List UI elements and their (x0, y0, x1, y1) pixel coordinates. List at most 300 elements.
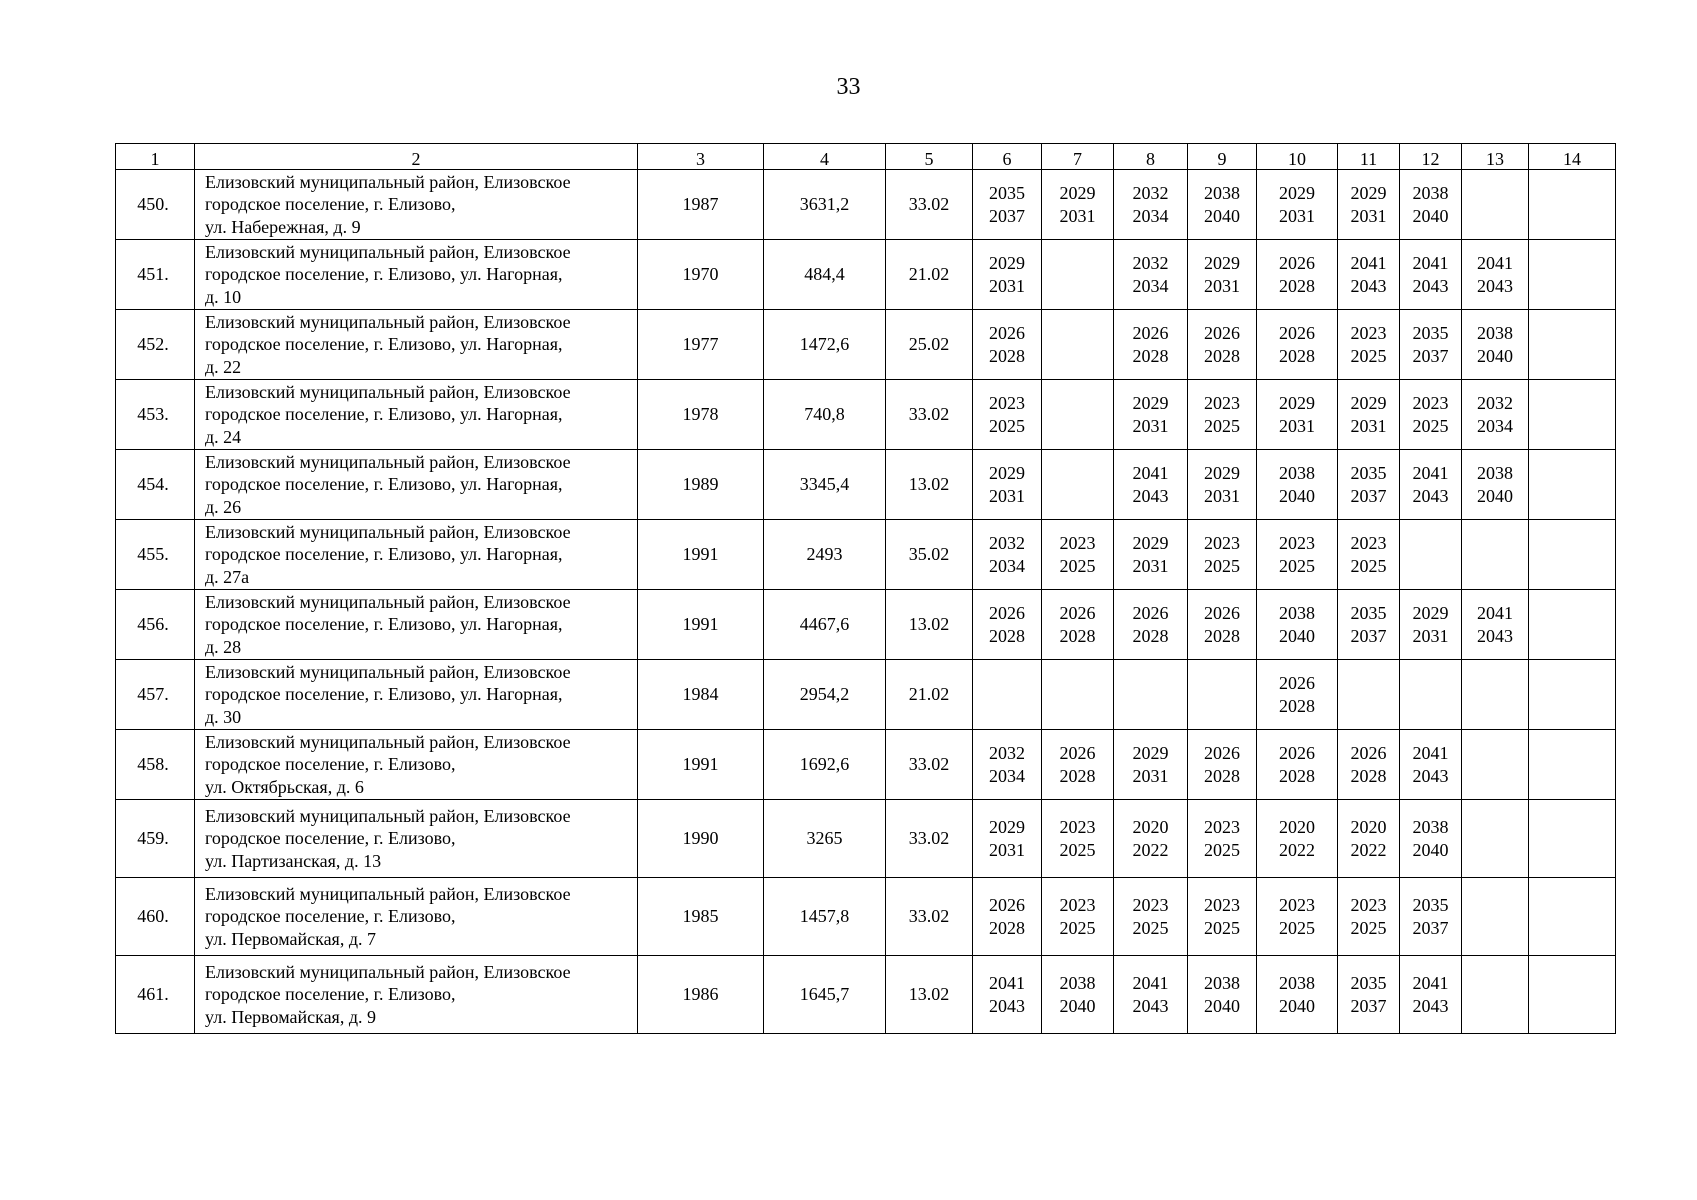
code-cell: 13.02 (886, 450, 973, 520)
area-cell: 1457,8 (764, 878, 886, 956)
period-cell (973, 956, 1042, 1034)
period-year: 2028 (1204, 345, 1240, 366)
period-cell (1400, 800, 1462, 878)
column-number-cell: 7 (1042, 144, 1114, 170)
period-year: 2026 (1204, 743, 1240, 763)
period-cell (1529, 240, 1616, 310)
year-cell: 1978 (638, 380, 764, 450)
period-cell (1529, 956, 1616, 1034)
period-cell (1400, 380, 1462, 450)
period-year: 2028 (1279, 695, 1315, 716)
address-cell (195, 956, 638, 1034)
column-number-cell: 2 (195, 144, 638, 170)
address-line: Елизовский муниципальный район, Елизовское (205, 381, 571, 402)
row-number-cell: 453. (116, 380, 195, 450)
address-line: ул. Партизанская, д. 13 (205, 850, 382, 871)
period-cell (1462, 520, 1529, 590)
period-year: 2031 (1132, 555, 1169, 576)
period-year: 2031 (1279, 205, 1315, 226)
period-year: 2022 (1350, 839, 1387, 860)
period-cell (1462, 450, 1529, 520)
period-cell (1257, 878, 1338, 956)
period-year: 2026 (1132, 323, 1169, 343)
code-cell: 13.02 (886, 590, 973, 660)
period-year: 2023 (1350, 323, 1387, 343)
period-year: 2028 (1059, 765, 1096, 786)
address-line: Елизовский муниципальный район, Елизовское (205, 171, 571, 192)
area-cell: 1692,6 (764, 730, 886, 800)
column-number-cell: 9 (1188, 144, 1257, 170)
table-row (116, 878, 1616, 956)
year-cell: 1991 (638, 590, 764, 660)
period-year: 2041 (1132, 463, 1169, 483)
period-cell (1114, 380, 1188, 450)
period-cell (973, 450, 1042, 520)
table-row (116, 956, 1616, 1034)
period-cell (1338, 800, 1400, 878)
address-line: Елизовский муниципальный район, Елизовское (205, 241, 571, 262)
column-number-cell: 10 (1257, 144, 1338, 170)
period-cell (1462, 660, 1529, 730)
period-year: 2035 (1350, 973, 1387, 993)
period-year: 2031 (1412, 625, 1449, 646)
row-number-cell: 461. (116, 956, 195, 1034)
year-cell: 1977 (638, 310, 764, 380)
period-year: 2025 (989, 415, 1025, 436)
period-year: 2029 (989, 463, 1025, 483)
address-line: д. 24 (205, 426, 242, 447)
period-cell (1188, 878, 1257, 956)
period-cell (1400, 450, 1462, 520)
column-number-cell: 1 (116, 144, 195, 170)
period-year: 2043 (1477, 625, 1513, 646)
period-cell (1188, 730, 1257, 800)
period-cell (1042, 170, 1114, 240)
address-line: ул. Первомайская, д. 7 (205, 928, 376, 949)
row-number-cell: 458. (116, 730, 195, 800)
table-row (116, 170, 1616, 240)
address-line: городское поселение, г. Елизово, ул. Нагорная, (205, 474, 563, 495)
code-cell: 33.02 (886, 800, 973, 878)
address-line: городское поселение, г. Елизово, ул. Нагорная, (205, 334, 563, 355)
period-year: 2023 (1412, 393, 1449, 413)
period-cell (1529, 450, 1616, 520)
period-year: 2029 (1204, 463, 1240, 483)
period-year: 2038 (1279, 603, 1315, 623)
column-number-cell: 11 (1338, 144, 1400, 170)
code-cell: 33.02 (886, 170, 973, 240)
period-cell (1114, 590, 1188, 660)
period-year: 2026 (1204, 323, 1240, 343)
period-cell (973, 380, 1042, 450)
period-year: 2022 (1279, 839, 1315, 860)
period-year: 2031 (1204, 275, 1240, 296)
period-cell (1257, 660, 1338, 730)
period-year: 2038 (1059, 973, 1096, 993)
period-cell (1400, 520, 1462, 590)
area-cell: 4467,6 (764, 590, 886, 660)
period-cell (973, 170, 1042, 240)
period-cell (1462, 730, 1529, 800)
period-year: 2035 (1350, 463, 1387, 483)
period-cell (1042, 730, 1114, 800)
period-year: 2029 (1132, 533, 1169, 553)
period-cell (1257, 310, 1338, 380)
period-cell (1400, 660, 1462, 730)
period-year: 2037 (1350, 485, 1387, 506)
address-line: д. 26 (205, 496, 242, 517)
period-year: 2043 (1412, 995, 1449, 1016)
period-cell (1400, 310, 1462, 380)
period-year: 2023 (1350, 533, 1387, 553)
period-cell (1257, 520, 1338, 590)
period-cell (1257, 380, 1338, 450)
period-year: 2032 (989, 533, 1025, 553)
area-cell: 2493 (764, 520, 886, 590)
period-year: 2043 (1412, 765, 1449, 786)
code-cell: 33.02 (886, 878, 973, 956)
period-cell (1188, 800, 1257, 878)
period-year: 2038 (1204, 183, 1240, 203)
period-cell (1042, 520, 1114, 590)
period-cell (1042, 590, 1114, 660)
period-year: 2029 (1412, 603, 1449, 623)
address-line: д. 22 (205, 356, 242, 377)
period-year: 2020 (1279, 817, 1315, 837)
period-year: 2038 (1477, 463, 1513, 483)
period-year: 2028 (1204, 625, 1240, 646)
period-year: 2038 (1477, 323, 1513, 343)
period-year: 2038 (1412, 817, 1449, 837)
period-year: 2043 (1477, 275, 1513, 296)
address-line: ул. Первомайская, д. 9 (205, 1006, 376, 1027)
period-year: 2025 (1059, 917, 1096, 938)
period-cell (1400, 170, 1462, 240)
period-year: 2041 (1412, 253, 1449, 273)
period-cell (973, 730, 1042, 800)
period-year: 2035 (1412, 323, 1449, 343)
period-cell (1529, 800, 1616, 878)
period-cell (1529, 878, 1616, 956)
period-cell (1042, 660, 1114, 730)
table-body (116, 144, 1616, 1034)
year-cell: 1989 (638, 450, 764, 520)
period-year: 2032 (1132, 253, 1169, 273)
period-cell (1338, 730, 1400, 800)
code-cell: 21.02 (886, 660, 973, 730)
period-year: 2035 (1350, 603, 1387, 623)
period-year: 2037 (989, 205, 1025, 226)
code-cell: 33.02 (886, 380, 973, 450)
period-cell (1338, 660, 1400, 730)
period-cell (973, 878, 1042, 956)
period-cell (1188, 450, 1257, 520)
period-cell (1338, 170, 1400, 240)
address-line: городское поселение, г. Елизово, ул. Нагорная, (205, 264, 563, 285)
period-year: 2023 (1279, 895, 1315, 915)
period-cell (1462, 170, 1529, 240)
period-cell (1114, 660, 1188, 730)
period-year: 2032 (1477, 393, 1513, 413)
address-cell (195, 878, 638, 956)
column-number-cell: 12 (1400, 144, 1462, 170)
column-number-cell: 13 (1462, 144, 1529, 170)
period-cell (1462, 878, 1529, 956)
period-cell (1257, 730, 1338, 800)
period-year: 2031 (1350, 205, 1387, 226)
period-cell (1462, 956, 1529, 1034)
code-cell: 25.02 (886, 310, 973, 380)
period-year: 2029 (1204, 253, 1240, 273)
table-row (116, 450, 1616, 520)
period-year: 2034 (1132, 275, 1169, 296)
table-row (116, 730, 1616, 800)
column-number-cell: 3 (638, 144, 764, 170)
period-cell (1462, 590, 1529, 660)
period-year: 2029 (989, 817, 1025, 837)
period-year: 2037 (1350, 995, 1387, 1016)
period-cell (1042, 878, 1114, 956)
period-year: 2038 (1412, 183, 1449, 203)
address-line: Елизовский муниципальный район, Елизовское (205, 661, 571, 682)
period-cell (1114, 170, 1188, 240)
period-cell (1257, 240, 1338, 310)
period-year: 2031 (1350, 415, 1387, 436)
period-year: 2041 (1477, 603, 1513, 623)
period-year: 2040 (1059, 995, 1096, 1016)
period-cell (1188, 240, 1257, 310)
address-line: городское поселение, г. Елизово, (205, 906, 456, 927)
code-cell: 13.02 (886, 956, 973, 1034)
period-year: 2028 (1279, 275, 1315, 296)
period-cell (1257, 800, 1338, 878)
address-cell (195, 730, 638, 800)
period-year: 2023 (989, 393, 1025, 413)
period-year: 2023 (1279, 533, 1315, 553)
period-cell (1529, 520, 1616, 590)
period-year: 2031 (989, 485, 1025, 506)
address-line: д. 28 (205, 636, 242, 657)
period-year: 2031 (1132, 765, 1169, 786)
row-number-cell: 455. (116, 520, 195, 590)
period-cell (973, 800, 1042, 878)
period-year: 2041 (1412, 973, 1449, 993)
period-year: 2038 (1279, 973, 1315, 993)
year-cell: 1987 (638, 170, 764, 240)
period-year: 2026 (1059, 603, 1096, 623)
table-row (116, 240, 1616, 310)
period-year: 2023 (1059, 533, 1096, 553)
address-line: д. 27а (205, 566, 250, 587)
period-year: 2023 (1204, 393, 1240, 413)
period-cell (1188, 310, 1257, 380)
address-line: городское поселение, г. Елизово, ул. Нагорная, (205, 404, 563, 425)
address-line: д. 10 (205, 286, 242, 307)
period-year: 2028 (989, 345, 1025, 366)
period-year: 2029 (1132, 743, 1169, 763)
period-year: 2029 (1279, 393, 1315, 413)
address-line: городское поселение, г. Елизово, (205, 754, 456, 775)
period-year: 2028 (1059, 625, 1096, 646)
period-year: 2040 (1412, 839, 1449, 860)
housing-repair-schedule-table (115, 143, 1616, 1034)
period-cell (1400, 240, 1462, 310)
period-year: 2032 (989, 743, 1025, 763)
period-cell (1042, 800, 1114, 878)
period-year: 2041 (1412, 463, 1449, 483)
area-cell: 3345,4 (764, 450, 886, 520)
period-year: 2037 (1350, 625, 1387, 646)
period-cell (1400, 878, 1462, 956)
area-cell: 3265 (764, 800, 886, 878)
period-year: 2025 (1350, 555, 1387, 576)
period-year: 2043 (1412, 485, 1449, 506)
period-cell (973, 590, 1042, 660)
year-cell: 1985 (638, 878, 764, 956)
row-number-cell: 457. (116, 660, 195, 730)
period-cell (1188, 520, 1257, 590)
period-year: 2025 (1204, 917, 1240, 938)
period-year: 2022 (1132, 839, 1169, 860)
period-cell (1529, 730, 1616, 800)
address-cell (195, 450, 638, 520)
period-year: 2038 (1279, 463, 1315, 483)
area-cell: 484,4 (764, 240, 886, 310)
period-cell (1114, 310, 1188, 380)
period-year: 2026 (989, 323, 1025, 343)
period-year: 2037 (1412, 917, 1449, 938)
period-year: 2023 (1204, 533, 1240, 553)
period-year: 2034 (1477, 415, 1513, 436)
period-year: 2040 (1279, 485, 1315, 506)
address-line: Елизовский муниципальный район, Елизовское (205, 883, 571, 904)
table-row (116, 520, 1616, 590)
period-year: 2029 (1132, 393, 1169, 413)
period-cell (1114, 730, 1188, 800)
period-year: 2037 (1412, 345, 1449, 366)
period-cell (1188, 660, 1257, 730)
period-year: 2041 (1412, 743, 1449, 763)
address-line: Елизовский муниципальный район, Елизовское (205, 521, 571, 542)
period-cell (1400, 590, 1462, 660)
period-cell (1338, 240, 1400, 310)
address-cell (195, 800, 638, 878)
period-year: 2043 (1350, 275, 1387, 296)
code-cell: 21.02 (886, 240, 973, 310)
area-cell: 740,8 (764, 380, 886, 450)
period-cell (1042, 240, 1114, 310)
period-cell (1338, 380, 1400, 450)
period-year: 2028 (989, 625, 1025, 646)
column-number-cell: 6 (973, 144, 1042, 170)
period-year: 2025 (1204, 415, 1240, 436)
period-year: 2029 (1350, 393, 1387, 413)
period-year: 2026 (989, 603, 1025, 623)
period-cell (1338, 590, 1400, 660)
address-line: Елизовский муниципальный район, Елизовское (205, 451, 571, 472)
column-number-cell: 4 (764, 144, 886, 170)
period-year: 2040 (1279, 995, 1315, 1016)
period-year: 2034 (989, 765, 1025, 786)
period-year: 2043 (1132, 995, 1169, 1016)
table-row (116, 380, 1616, 450)
period-cell (1462, 800, 1529, 878)
period-cell (1042, 956, 1114, 1034)
period-year: 2026 (1132, 603, 1169, 623)
period-year: 2031 (1204, 485, 1240, 506)
area-cell: 2954,2 (764, 660, 886, 730)
period-cell (1529, 310, 1616, 380)
period-year: 2043 (1412, 275, 1449, 296)
period-cell (1042, 380, 1114, 450)
year-cell: 1986 (638, 956, 764, 1034)
period-year: 2043 (1132, 485, 1169, 506)
address-line: Елизовский муниципальный район, Елизовское (205, 961, 571, 982)
period-year: 2023 (1204, 895, 1240, 915)
period-year: 2041 (1477, 253, 1513, 273)
period-year: 2038 (1204, 973, 1240, 993)
period-cell (1338, 520, 1400, 590)
period-year: 2026 (1279, 323, 1315, 343)
area-cell: 3631,2 (764, 170, 886, 240)
address-cell (195, 170, 638, 240)
period-cell (1114, 956, 1188, 1034)
period-cell (1338, 310, 1400, 380)
code-cell: 33.02 (886, 730, 973, 800)
period-year: 2023 (1059, 817, 1096, 837)
address-line: городское поселение, г. Елизово, ул. Нагорная, (205, 614, 563, 635)
table-row (116, 800, 1616, 878)
period-year: 2026 (1059, 743, 1096, 763)
period-cell (973, 660, 1042, 730)
address-cell (195, 240, 638, 310)
period-year: 2040 (1204, 205, 1240, 226)
period-cell (1400, 730, 1462, 800)
period-year: 2028 (1350, 765, 1387, 786)
period-year: 2023 (1059, 895, 1096, 915)
address-cell (195, 520, 638, 590)
column-number-row (116, 144, 1616, 170)
period-year: 2029 (989, 253, 1025, 273)
period-year: 2028 (1279, 765, 1315, 786)
table-row (116, 590, 1616, 660)
period-year: 2040 (1204, 995, 1240, 1016)
period-cell (1114, 240, 1188, 310)
period-year: 2023 (1350, 895, 1387, 915)
row-number-cell: 460. (116, 878, 195, 956)
year-cell: 1984 (638, 660, 764, 730)
address-line: городское поселение, г. Елизово, (205, 194, 456, 215)
period-year: 2026 (1350, 743, 1387, 763)
period-year: 2028 (1204, 765, 1240, 786)
period-cell (1257, 956, 1338, 1034)
period-year: 2040 (1412, 205, 1449, 226)
address-line: городское поселение, г. Елизово, ул. Нагорная, (205, 684, 563, 705)
period-year: 2031 (1132, 415, 1169, 436)
period-year: 2041 (989, 973, 1025, 993)
period-cell (1188, 956, 1257, 1034)
period-year: 2034 (1132, 205, 1169, 226)
period-cell (973, 520, 1042, 590)
period-cell (1188, 170, 1257, 240)
period-cell (1114, 520, 1188, 590)
period-cell (1529, 170, 1616, 240)
address-cell (195, 310, 638, 380)
period-cell (1042, 310, 1114, 380)
year-cell: 1991 (638, 520, 764, 590)
address-line: ул. Набережная, д. 9 (205, 216, 361, 237)
period-year: 2023 (1132, 895, 1169, 915)
